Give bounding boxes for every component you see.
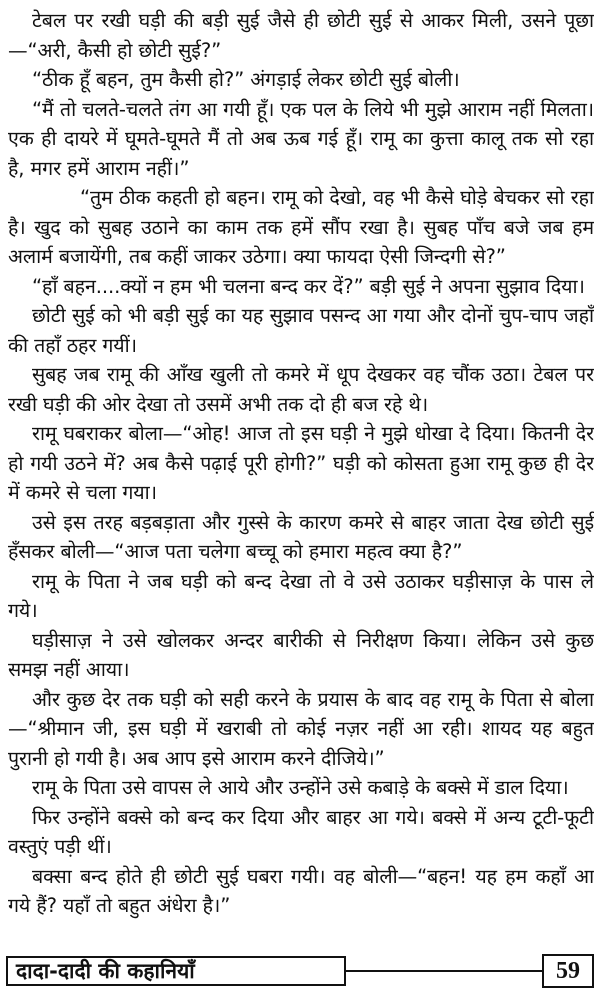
paragraph-2: “ठीक हूँ बहन, तुम कैसी हो?” अंगड़ाई लेकर छोटी सुई बोली। xyxy=(32,68,460,91)
paragraph-7: सुबह जब रामू की आँख खुली तो कमरे में धूप देखकर वह चौंक उठा। टेबल पर रखी घड़ी की ओर देखा तो उसमें अभी तक दो ही बज रहे थे। xyxy=(8,363,594,416)
paragraph-10: रामू के पिता ने जब घड़ी को बन्द देखा तो वे उसे उठाकर घड़ीसाज़ के पास ले गये। xyxy=(8,569,594,622)
footer-divider xyxy=(346,970,544,972)
paragraph-4: “तुम ठीक कहती हो बहन। रामू को देखो, वह भी कैसे घोड़े बेचकर सो रहा है। खुद को सुबह उठाने का काम तक हमें सौंप रखा है। सुबह पाँच बजे जब हम अलार्म बजायेंगी, तब कहीं जाकर उठेगा। क्या फायदा ऐसी जिन्दगी से?” xyxy=(8,186,594,268)
page-body xyxy=(8,6,594,951)
paragraph-6: छोटी सुई को भी बड़ी सुई का यह सुझाव पसन्द आ गया और दोनों चुप-चाप जहाँ की तहाँ ठहर गयीं। xyxy=(8,304,594,357)
page-number: 59 xyxy=(542,954,594,988)
paragraph-9: उसे इस तरह बड़बड़ाता और गुस्से के कारण कमरे से बाहर जाता देख छोटी सुई हँसकर बोली—“आज पता चलेगा बच्चू को हमारा महत्व क्या है?” xyxy=(8,510,594,563)
paragraph-3: “मैं तो चलते-चलते तंग आ गयी हूँ। एक पल के लिये भी मुझे आराम नहीं मिलता। एक ही दायरे में घूमते-घूमते मैं तो अब ऊब गई हूँ। रामू का कुत्ता कालू तक सो रहा है, मगर हमें आराम नहीं।” xyxy=(8,97,594,180)
paragraph-13: रामू के पिता उसे वापस ले आये और उन्होंने उसे कबाड़े के बक्से में डाल दिया। xyxy=(32,776,569,799)
paragraph-12: और कुछ देर तक घड़ी को सही करने के प्रयास के बाद वह रामू के पिता से बोला—“श्रीमान जी, इस घड़ी में खराबी तो कोई नज़र नहीं आ रही। शायद यह बहुत पुरानी हो गयी है। अब आप इसे आराम करने दीजिये।” xyxy=(8,687,594,770)
paragraph-8: रामू घबराकर बोला—“ओह! आज तो इस घड़ी ने मुझे धोखा दे दिया। कितनी देर हो गयी उठने में? अब कैसे पढ़ाई पूरी होगी?” घड़ी को कोसता हुआ रामू कुछ ही देर में कमरे से चला गया। xyxy=(8,422,594,504)
book-title: दादा-दादी की कहानियाँ xyxy=(6,956,346,986)
paragraph-5: “हाँ बहन....क्यों न हम भी चलना बन्द कर दें?” बड़ी सुई ने अपना सुझाव दिया। xyxy=(32,274,585,298)
paragraph-14: फिर उन्होंने बक्से को बन्द कर दिया और बाहर आ गये। बक्से में अन्य टूटी-फूटी वस्तुएं पड़ी थीं। xyxy=(8,805,594,858)
page-footer xyxy=(0,952,600,992)
paragraph-15: बक्सा बन्द होते ही छोटी सुई घबरा गयी। वह बोली—“बहन! यह हम कहाँ आ गये हैं? यहाँ तो बहुत अंधेरा है।” xyxy=(8,864,594,917)
paragraph-1: टेबल पर रखी घड़ी की बड़ी सुई जैसे ही छोटी सुई से आकर मिली, उसने पूछा—“अरी, कैसी हो छोटी सुई?” xyxy=(8,9,594,62)
paragraph-11: घड़ीसाज़ ने उसे खोलकर अन्दर बारीकी से निरीक्षण किया। लेकिन उसे कुछ समझ नहीं आया। xyxy=(8,628,594,681)
